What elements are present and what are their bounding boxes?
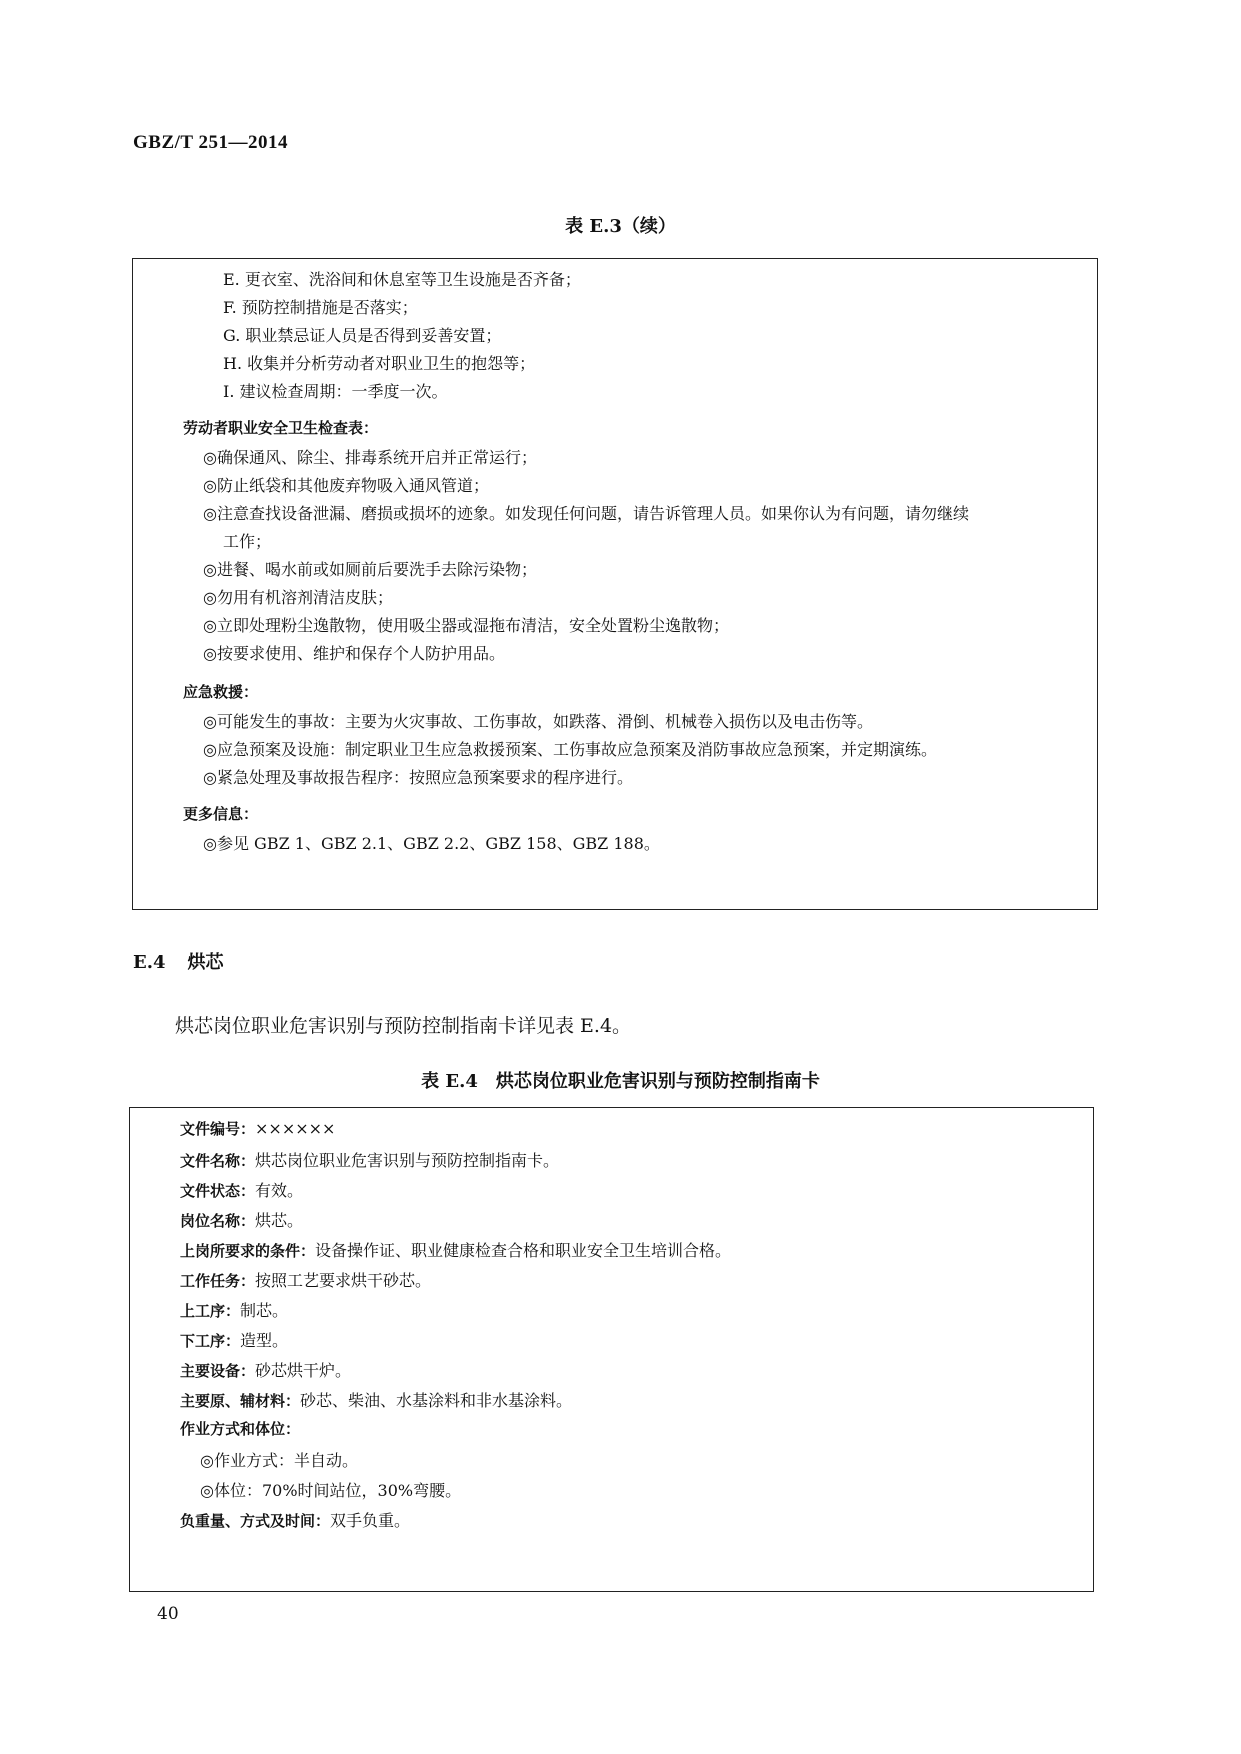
table-e3-box: [132, 258, 1098, 910]
e4-row-equipment: 主要设备：砂芯烘干炉。: [180, 1361, 352, 1380]
e4-row-file-name: 文件名称：烘芯岗位职业危害识别与预防控制指南卡。: [180, 1151, 560, 1170]
checklist-item: ◎勿用有机溶剂清洁皮肤；: [203, 588, 393, 607]
checklist-item: ◎防止纸袋和其他废弃物吸入通风管道；: [203, 476, 489, 495]
table-e3-caption: 表 E.3（续）: [565, 216, 676, 237]
checklist-title: 劳动者职业安全卫生检查表：: [183, 419, 379, 437]
checklist-item: ◎确保通风、除尘、排毒系统开启并正常运行；: [203, 448, 537, 467]
checklist-item: ◎立即处理粉尘逸散物，使用吸尘器或湿拖布清洁，安全处置粉尘逸散物；: [203, 616, 729, 635]
e3-item-f: F. 预防控制措施是否落实；: [223, 298, 418, 317]
e4-row-prev-process: 上工序：制芯。: [180, 1301, 289, 1320]
e4-row-work-mode: 作业方式和体位：: [180, 1420, 301, 1438]
emergency-item: ◎应急预案及设施：制定职业卫生应急救援预案、工伤事故应急预案及消防事故应急预案，并定期演练。: [203, 740, 937, 759]
checklist-item: ◎按要求使用、维护和保存个人防护用品。: [203, 644, 505, 663]
page-number: 40: [157, 1604, 179, 1624]
checklist-item: ◎注意查找设备泄漏、磨损或损坏的迹象。如发现任何问题，请告诉管理人员。如果你认为有问题，请勿继续: [203, 504, 969, 523]
e3-item-h: H. 收集并分析劳动者对职业卫生的抱怨等；: [223, 354, 536, 373]
e4-sub-item: ◎体位：70%时间站位，30%弯腰。: [200, 1481, 462, 1500]
e4-sub-item: ◎作业方式：半自动。: [200, 1451, 358, 1470]
document-id: GBZ/T 251—2014: [133, 132, 288, 153]
e4-row-post-name: 岗位名称：烘芯。: [180, 1211, 304, 1230]
e3-item-e: E. 更衣室、洗浴间和休息室等卫生设施是否齐备；: [223, 270, 581, 289]
table-e4-caption: 表 E.4 烘芯岗位职业危害识别与预防控制指南卡: [421, 1071, 820, 1092]
emergency-item: ◎可能发生的事故：主要为火灾事故、工伤事故，如跌落、滑倒、机械卷入损伤以及电击伤等。: [203, 712, 873, 731]
e4-row-load: 负重量、方式及时间：双手负重。: [180, 1511, 411, 1530]
more-info-item: ◎参见 GBZ 1、GBZ 2.1、GBZ 2.2、GBZ 158、GBZ 188。: [203, 834, 660, 853]
e4-row-task: 工作任务：按照工艺要求烘干砂芯。: [180, 1271, 432, 1290]
e4-row-materials: 主要原、辅材料：砂芯、柴油、水基涂料和非水基涂料。: [180, 1391, 573, 1410]
checklist-item-cont: 工作；: [223, 532, 272, 551]
e3-item-g: G. 职业禁忌证人员是否得到妥善安置；: [223, 326, 502, 345]
more-info-title: 更多信息：: [183, 805, 259, 823]
e4-row-file-number: 文件编号：××××××: [180, 1119, 336, 1138]
checklist-item: ◎进餐、喝水前或如厕前后要洗手去除污染物；: [203, 560, 537, 579]
e4-row-next-process: 下工序：造型。: [180, 1331, 289, 1350]
section-title: 烘芯: [187, 952, 224, 973]
e3-item-i: I. 建议检查周期：一季度一次。: [223, 382, 448, 401]
e4-row-file-status: 文件状态：有效。: [180, 1181, 304, 1200]
e4-row-requirements: 上岗所要求的条件：设备操作证、职业健康检查合格和职业安全卫生培训合格。: [180, 1241, 732, 1260]
section-heading: [133, 948, 246, 974]
table-e4-box: [129, 1107, 1094, 1592]
emergency-item: ◎紧急处理及事故报告程序：按照应急预案要求的程序进行。: [203, 768, 633, 787]
emergency-title: 应急救援：: [183, 683, 259, 701]
body-paragraph: 烘芯岗位职业危害识别与预防控制指南卡详见表 E.4。: [175, 1015, 632, 1037]
section-number: E.4: [133, 952, 166, 973]
